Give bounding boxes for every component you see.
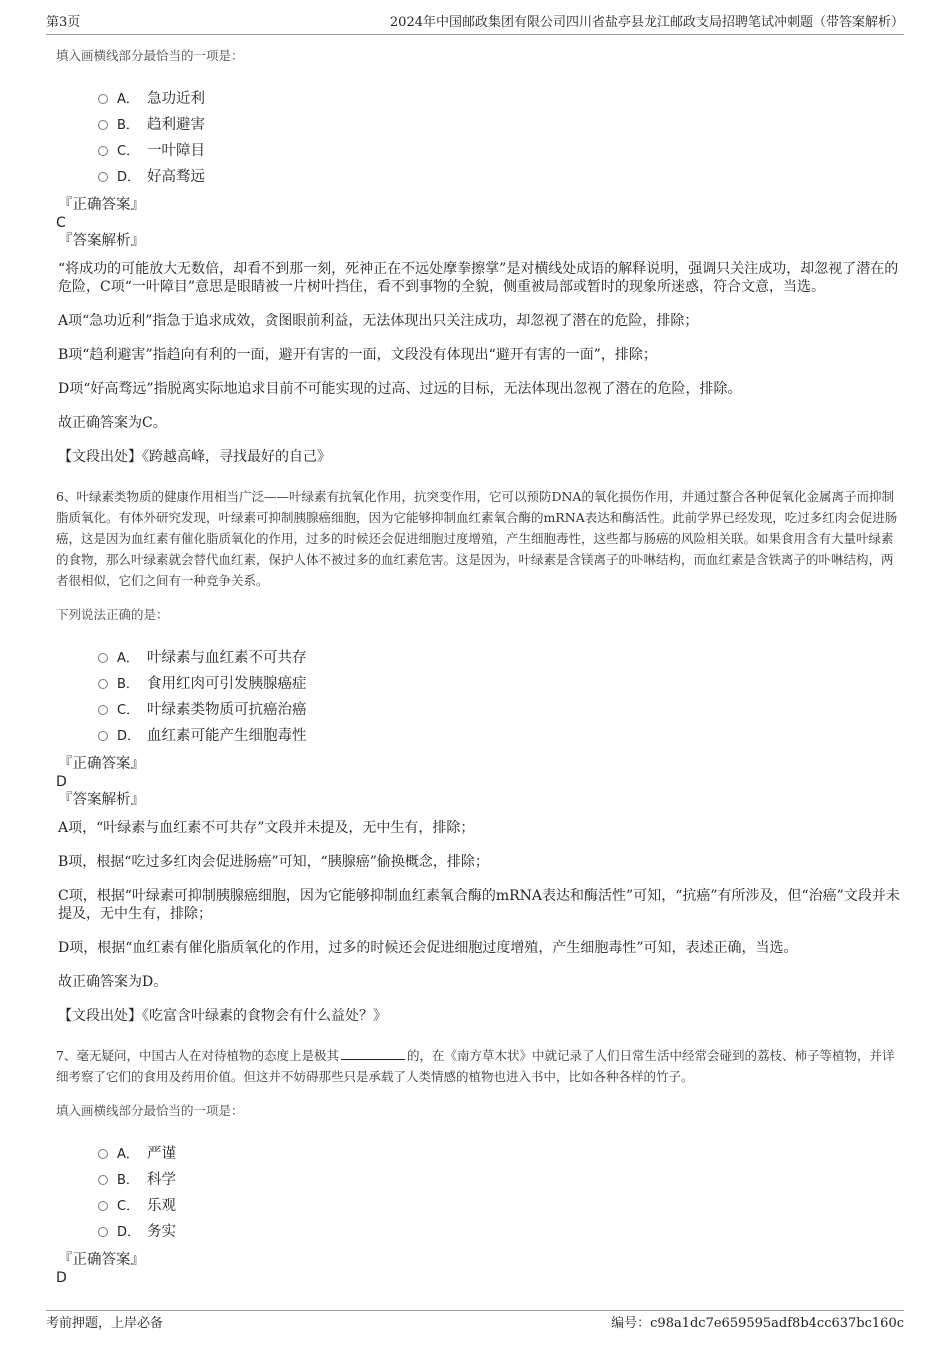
option-letter: C．: [117, 1199, 140, 1214]
radio-icon[interactable]: [98, 1227, 108, 1237]
q6-option-a[interactable]: [98, 645, 900, 671]
q7-option-c[interactable]: [98, 1193, 900, 1219]
option-letter: A．: [117, 1147, 139, 1162]
option-text: 严谨: [147, 1146, 176, 1162]
q6-option-c[interactable]: [98, 697, 900, 723]
fill-blank: [341, 1047, 405, 1060]
page-content: [56, 46, 900, 1287]
option-text: 食用红肉可引发胰腺癌症: [147, 676, 307, 692]
radio-icon[interactable]: [98, 1201, 108, 1211]
q6-answer-heading: 『正确答案』: [58, 756, 145, 772]
option-letter: C．: [117, 144, 140, 159]
q6-option-d[interactable]: [98, 723, 900, 749]
q6-source: 【文段出处】《吃富含叶绿素的食物会有什么益处？》: [58, 1008, 387, 1024]
q5-source: 【文段出处】《跨越高峰，寻找最好的自己》: [58, 449, 331, 465]
q6-explain-paragraph: A项，“叶绿素与血红素不可共存”文段并未提及，无中生有，排除；: [58, 820, 475, 836]
option-letter: A．: [117, 651, 139, 666]
q7-option-b[interactable]: [98, 1167, 900, 1193]
q5-answer-heading: 『正确答案』: [58, 197, 145, 213]
option-text: 一叶障目: [147, 143, 205, 159]
q6-options: [56, 645, 900, 749]
q7-passage-before: 7、毫无疑问，中国古人在对待植物的态度上是极其: [56, 1048, 339, 1063]
q6-explain-paragraph: D项，根据“血红素有催化脂质氧化的作用，过多的时候还会促进细胞过度增殖，产生细胞毒性”可知，表述正确，当选。: [58, 940, 798, 956]
page-footer: [46, 1310, 904, 1335]
page-header: [46, 14, 904, 35]
option-text: 叶绿素与血红素不可共存: [147, 650, 307, 666]
q6-prompt: 下列说法正确的是：: [56, 607, 169, 622]
radio-icon[interactable]: [98, 1175, 108, 1185]
q6-explain-paragraph: C项，根据“叶绿素可抑制胰腺癌细胞，因为它能够抑制血红素氧合酶的mRNA表达和酶活性”可知，“抗癌”有所涉及，但“治癌”文段并未提及，无中生有，排除；: [58, 888, 900, 922]
q6-answer: D: [56, 774, 67, 790]
radio-icon[interactable]: [98, 94, 108, 104]
option-text: 趋利避害: [147, 117, 205, 133]
q7-answer: D: [56, 1270, 67, 1286]
option-letter: B．: [117, 677, 139, 692]
option-letter: B．: [117, 1173, 139, 1188]
option-letter: B．: [117, 118, 139, 133]
option-text: 科学: [147, 1172, 176, 1188]
option-text: 乐观: [147, 1198, 176, 1214]
q6-explain-paragraph: B项，根据“吃过多红肉会促进肠癌”可知，“胰腺癌”偷换概念，排除；: [58, 854, 489, 870]
document-title: 2024年中国邮政集团有限公司四川省盐亭县龙江邮政支局招聘笔试冲刺题（带答案解析）: [389, 15, 904, 30]
radio-icon[interactable]: [98, 146, 108, 156]
page-number: 第3页: [46, 15, 81, 30]
q5-explain-heading: 『答案解析』: [58, 233, 145, 249]
q5-prompt: 填入画横线部分最恰当的一项是：: [56, 48, 244, 63]
q5-explain-paragraph: B项“趋利避害”指趋向有利的一面，避开有害的一面，文段没有体现出“避开有害的一面”，排除；: [58, 347, 657, 363]
option-text: 叶绿素类物质可抗癌治癌: [147, 702, 307, 718]
q5-options: [56, 86, 900, 190]
q6-option-b[interactable]: [98, 671, 900, 697]
q5-option-d[interactable]: [98, 164, 900, 190]
radio-icon[interactable]: [98, 172, 108, 182]
option-letter: C．: [117, 703, 140, 718]
radio-icon[interactable]: [98, 1149, 108, 1159]
q5-answer: C: [56, 215, 66, 231]
option-text: 急功近利: [147, 91, 205, 107]
q7-options: [56, 1141, 900, 1245]
q7-option-d[interactable]: [98, 1219, 900, 1245]
q5-explain-paragraph: D项“好高骛远”指脱离实际地追求目前不可能实现的过高、过远的目标，无法体现出忽视了潜在的危险，排除。: [58, 381, 742, 397]
radio-icon[interactable]: [98, 653, 108, 663]
option-letter: A．: [117, 92, 139, 107]
q6-explain-heading: 『答案解析』: [58, 792, 145, 808]
q5-option-a[interactable]: [98, 86, 900, 112]
q7-option-a[interactable]: [98, 1141, 900, 1167]
q7-prompt: 填入画横线部分最恰当的一项是：: [56, 1103, 244, 1118]
option-text: 务实: [147, 1224, 176, 1240]
option-text: 血红素可能产生细胞毒性: [147, 728, 307, 744]
q7-passage: [56, 1045, 900, 1087]
q5-option-b[interactable]: [98, 112, 900, 138]
radio-icon[interactable]: [98, 705, 108, 715]
document-id: 编号：c98a1dc7e659595adf8b4cc637bc160c: [611, 1316, 904, 1331]
q5-option-c[interactable]: [98, 138, 900, 164]
q5-explain-paragraph: “将成功的可能放大无数倍，却看不到那一刻，死神正在不远处摩拳擦掌”是对横线处成语的解释说明，强调只关注成功，却忽视了潜在的危险，C项“一叶障目”意思是眼睛被一片树叶挡住，看不到事物的全貌，侧重被局部或暂时的现象所迷惑，符合文意，当选。: [58, 261, 899, 295]
q6-passage: 6、叶绿素类物质的健康作用相当广泛——叶绿素有抗氧化作用，抗突变作用，它可以预防DNA的氧化损伤作用，并通过螯合各种促氧化金属离子而抑制脂质氧化。有体外研究发现，叶绿素可抑制胰腺癌细胞，因为它能够抑制血红素氧合酶的mRNA表达和酶活性。此前学界已经发现，吃过多红肉会促进肠癌，这是因为血红素有催化脂质氧化的作用，过多的时候还会促进细胞过度增殖，产生细胞毒性，这些都与肠癌的风险相关联。如果食用含有大量叶绿素的食物，那么叶绿素就会替代血红素，保护人体不被过多的血红素危害。这是因为，叶绿素是含镁离子的卟啉结构，而血红素是含铁离子的卟啉结构，两者很相似，它们之间有一种竞争关系。: [56, 489, 898, 588]
footer-slogan: 考前押题，上岸必备: [46, 1316, 164, 1331]
q5-explain-paragraph: A项“急功近利”指急于追求成效，贪图眼前利益，无法体现出只关注成功，却忽视了潜在的危险，排除；: [58, 313, 699, 329]
q7-passage-after: 的，在《南方草木状》中就记录了人们日常生活中经常会碰到的荔枝、柿子等植物，并详细考察了它们的食用及药用价值。但这并不妨碍那些只是承载了人类情感的植物也进入书中，比如各种各样的竹子。: [56, 1048, 895, 1084]
option-letter: D．: [117, 170, 141, 185]
option-letter: D．: [117, 729, 141, 744]
option-letter: D．: [117, 1225, 141, 1240]
option-text: 好高骛远: [147, 169, 205, 185]
radio-icon[interactable]: [98, 120, 108, 130]
q6-explain-paragraph: 故正确答案为D。: [58, 974, 168, 990]
radio-icon[interactable]: [98, 731, 108, 741]
q7-answer-heading: 『正确答案』: [58, 1252, 145, 1268]
radio-icon[interactable]: [98, 679, 108, 689]
q5-explain-paragraph: 故正确答案为C。: [58, 415, 167, 431]
